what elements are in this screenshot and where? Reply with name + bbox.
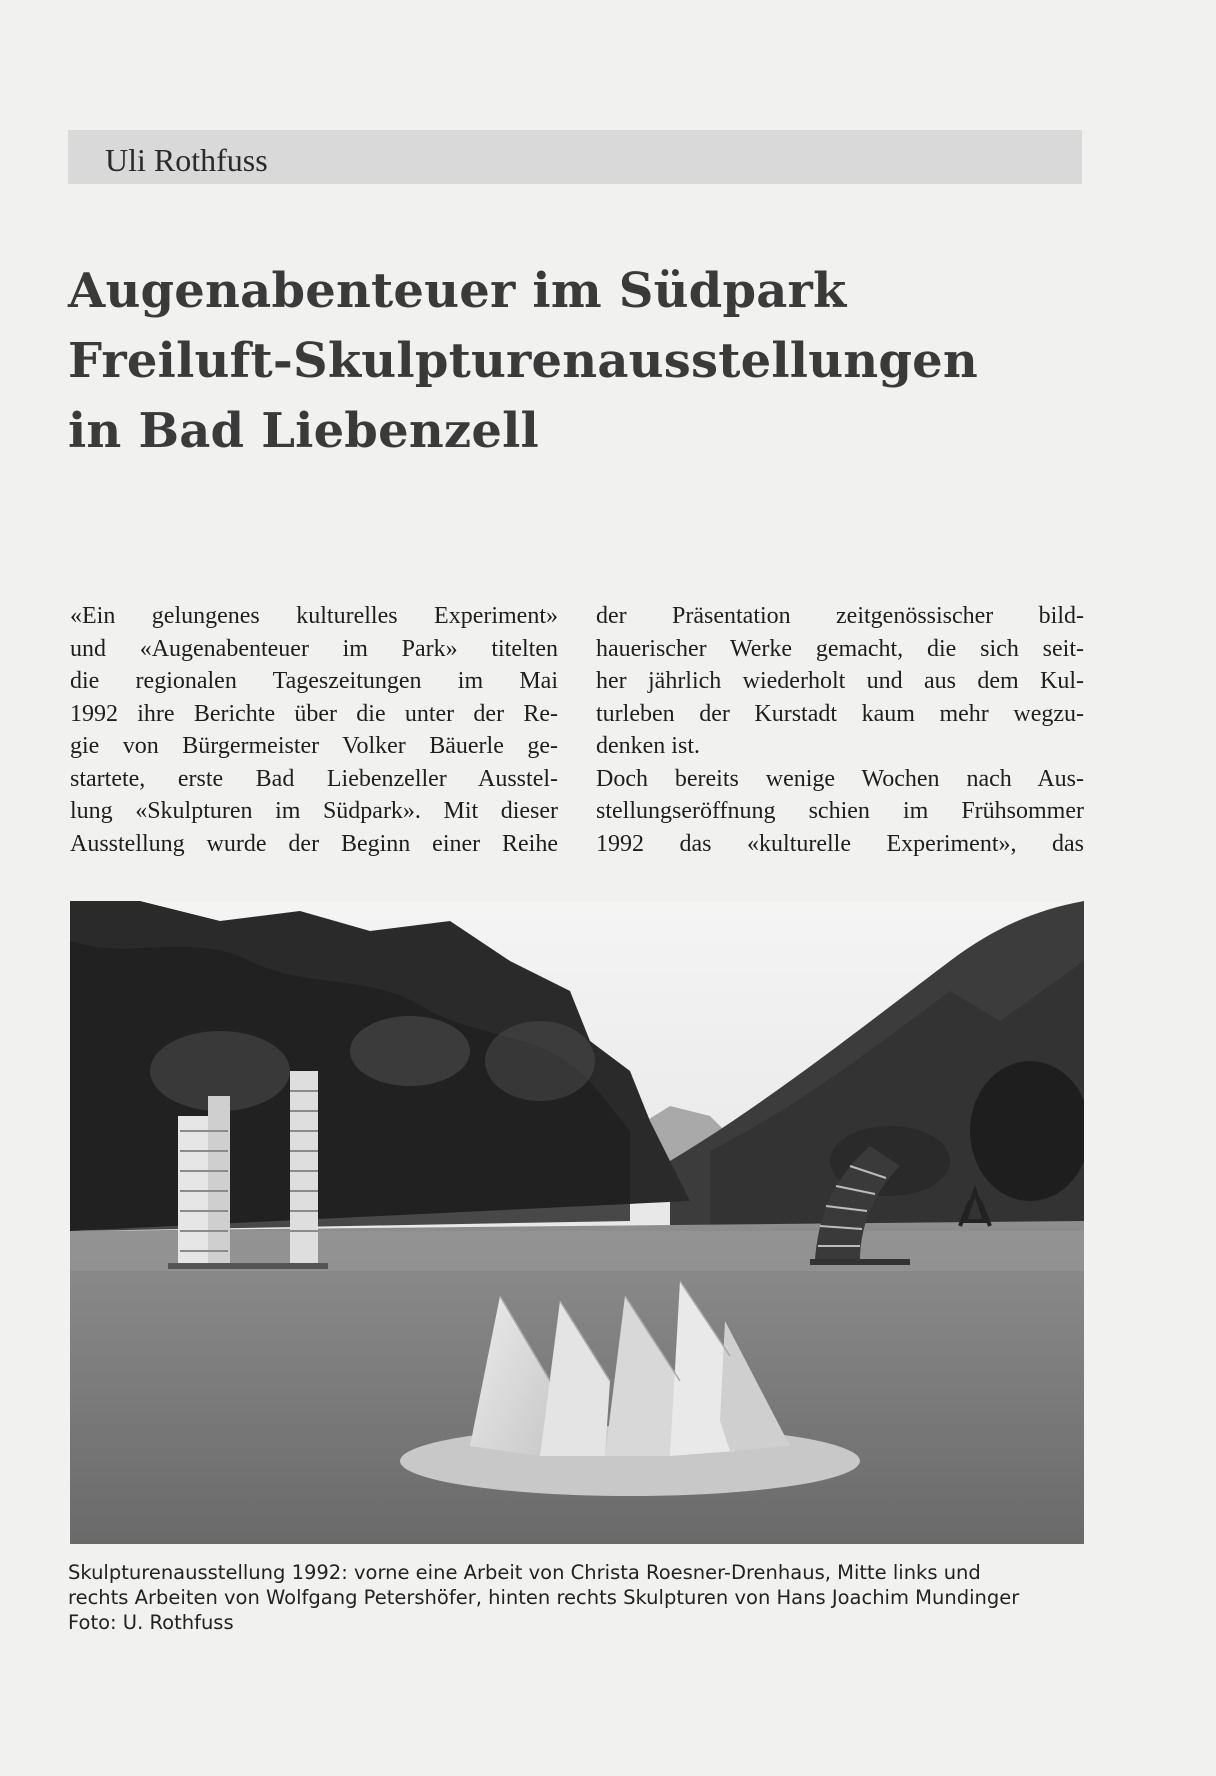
author-header-bar — [68, 130, 1082, 184]
text-line: 1992 ihre Berichte über die unter der Re- — [70, 700, 558, 727]
author-name: Uli Rothfuss — [105, 142, 268, 178]
caption-line: rechts Arbeiten von Wolfgang Petershöfer, hinten rechts Skulpturen von Hans Joachim Mundinger — [68, 1586, 1020, 1609]
text-line: Doch bereits wenige Wochen nach Aus- — [596, 765, 1084, 792]
text-line: Ausstellung wurde der Beginn einer Reihe — [70, 830, 558, 857]
text-column-right — [596, 600, 1084, 860]
photo-credit: Foto: U. Rothfuss — [68, 1611, 234, 1634]
title-line: Augenabenteuer im Südpark — [68, 263, 847, 319]
text-line: 1992 das «kulturelle Experiment», das — [596, 830, 1084, 857]
photo-caption — [68, 1560, 1084, 1635]
text-line: die regionalen Tageszeitungen im Mai — [70, 668, 558, 694]
text-column-left — [70, 600, 558, 860]
text-line: und «Augenabenteuer im Park» titelten — [70, 635, 558, 662]
text-line: startete, erste Bad Liebenzeller Ausstel- — [70, 765, 558, 792]
text-line: der Präsentation zeitgenössischer bild- — [596, 603, 1084, 629]
text-line: lung «Skulpturen im Südpark». Mit dieser — [70, 798, 558, 824]
title-line: Freiluft-Skulpturenausstellungen — [68, 333, 979, 389]
text-line: gie von Bürgermeister Volker Bäuerle ge- — [70, 733, 558, 759]
caption-line: Skulpturenausstellung 1992: vorne eine Arbeit von Christa Roesner-Drenhaus, Mitte links und — [68, 1561, 981, 1584]
sculpture-park-photo — [70, 901, 1084, 1544]
text-line: «Ein gelungenes kulturelles Experiment» — [70, 603, 558, 629]
text-line: denken ist. — [596, 733, 700, 759]
text-line: turleben der Kurstadt kaum mehr wegzu- — [596, 700, 1084, 727]
text-line: her jährlich wiederholt und aus dem Kul- — [596, 668, 1084, 694]
text-line: stellungseröffnung schien im Frühsommer — [596, 798, 1084, 824]
title-line: in Bad Liebenzell — [68, 403, 539, 459]
article-title — [68, 256, 1068, 466]
text-line: hauerischer Werke gemacht, die sich seit- — [596, 635, 1084, 662]
